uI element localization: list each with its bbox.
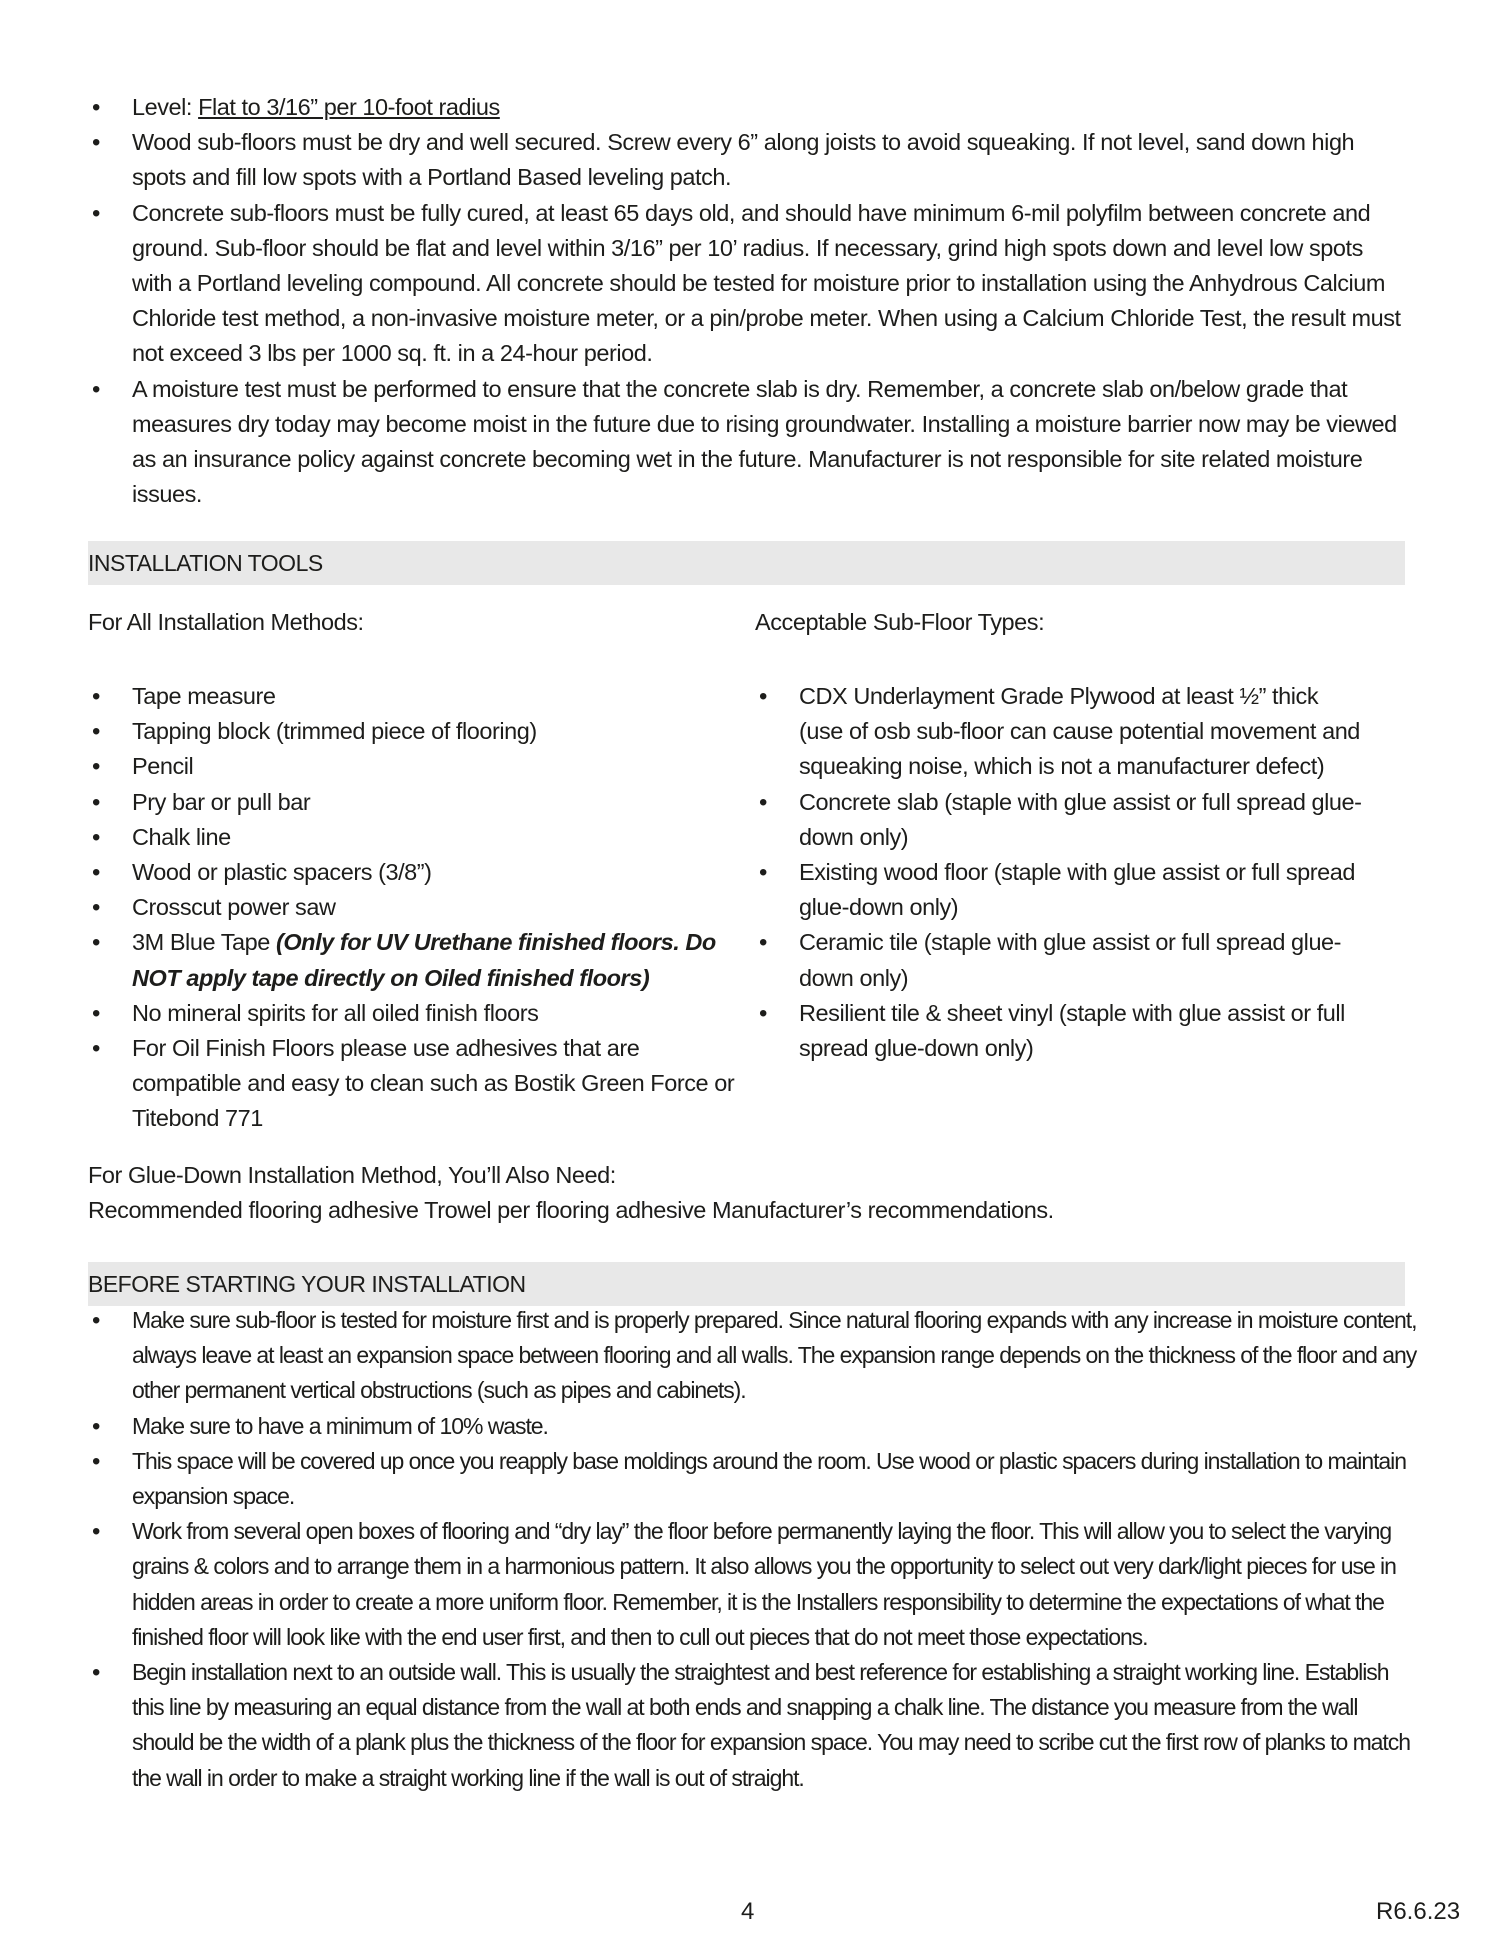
- subfloor-types-title: Acceptable Sub-Floor Types:: [755, 609, 1045, 635]
- subfloor-requirements-list: [88, 90, 1408, 512]
- level-spec: Flat to 3/16” per 10-foot radius: [198, 94, 500, 120]
- list-item: • Concrete sub-floors must be fully cured, at least 65 days old, and should have minimum 6-mil polyfilm between concrete and ground. Sub-floor should be flat and level within 3/16” per 10’ radius. If necessary, grind high spots down and level low spots with a Portland leveling compound. All concrete should be tested for moisture prior to installation using the Anhydrous Calcium Chloride test method, a non-invasive moisture meter, or a pin/probe meter. When using a Calcium Chloride Test, the result must not exceed 3 lbs per 1000 sq. ft. in a 24-hour period.: [88, 196, 1408, 372]
- list-item: • No mineral spirits for all oiled finish floors: [88, 996, 748, 1031]
- revision-code: R6.6.23: [1376, 1898, 1461, 1925]
- all-methods-title: For All Installation Methods:: [88, 609, 364, 635]
- list-item: • Ceramic tile (staple with glue assist or full spread glue-down only): [755, 925, 1365, 995]
- installation-tools-heading: INSTALLATION TOOLS: [88, 541, 1405, 585]
- list-item: • For Oil Finish Floors please use adhesives that are compatible and easy to clean such as Bostik Green Force or Titebond 771: [88, 1031, 748, 1137]
- list-item: • Make sure to have a minimum of 10% waste.: [88, 1409, 1418, 1444]
- tape-warning: (Only for UV Urethane finished floors. Do NOT apply tape directly on Oiled finished floors): [132, 929, 716, 991]
- list-item: • Begin installation next to an outside wall. This is usually the straightest and best reference for establishing a straight working line. Establish this line by measuring an equal distance from the wall at both ends and snapping a chalk line. The distance you measure from the wall should be the width of a plank plus the thickness of the floor for expansion space. You may need to scribe cut the first row of planks to match the wall in order to make a straight working line if the wall is out of straight.: [88, 1655, 1418, 1796]
- list-item: • Make sure sub-floor is tested for moisture first and is properly prepared. Since natural flooring expands with any increase in moisture content, always leave at least an expansion space between flooring and all walls. The expansion range depends on the thickness of the floor and any other permanent vertical obstructions (such as pipes and cabinets).: [88, 1303, 1418, 1409]
- glue-down-text: Recommended flooring adhesive Trowel per flooring adhesive Manufacturer’s recommendations.: [88, 1197, 1054, 1224]
- before-starting-heading: BEFORE STARTING YOUR INSTALLATION: [88, 1262, 1405, 1306]
- list-item: • Crosscut power saw: [88, 890, 748, 925]
- glue-down-title: For Glue-Down Installation Method, You’ll Also Need:: [88, 1162, 616, 1188]
- list-item: • CDX Underlayment Grade Plywood at least ½” thick (use of osb sub-floor can cause potential movement and squeaking noise, which is not a manufacturer defect): [755, 679, 1365, 785]
- page-number: 4: [741, 1898, 755, 1925]
- before-starting-list: [88, 1303, 1418, 1796]
- list-item: • Concrete slab (staple with glue assist or full spread glue-down only): [755, 785, 1365, 855]
- list-item: • Resilient tile & sheet vinyl (staple with glue assist or full spread glue-down only): [755, 996, 1365, 1066]
- list-item: • This space will be covered up once you reapply base moldings around the room. Use wood or plastic spacers during installation to maintain expansion space.: [88, 1444, 1418, 1514]
- list-item: • Work from several open boxes of flooring and “dry lay” the floor before permanently laying the floor. This will allow you to select the varying grains & colors and to arrange them in a harmonious pattern. It also allows you the opportunity to select out very dark/light pieces for use in hidden areas in order to create a more uniform floor. Remember, it is the Installers responsibility to determine the expectations of what the finished floor will look like with the end user first, and then to cull out pieces that do not meet those expectations.: [88, 1514, 1418, 1655]
- list-item: • Chalk line: [88, 820, 748, 855]
- glue-down-note: [88, 1158, 1388, 1228]
- tools-list: [88, 679, 748, 1137]
- list-item: • Existing wood floor (staple with glue assist or full spread glue-down only): [755, 855, 1365, 925]
- list-item: • Tapping block (trimmed piece of flooring): [88, 714, 748, 749]
- list-item: • 3M Blue Tape (Only for UV Urethane finished floors. Do NOT apply tape directly on Oiled finished floors): [88, 925, 748, 995]
- list-item: • Level: Flat to 3/16” per 10-foot radius: [88, 90, 1408, 125]
- subfloor-types-list: [755, 679, 1365, 1066]
- list-item: • Pencil: [88, 749, 748, 784]
- list-item: • Wood or plastic spacers (3/8”): [88, 855, 748, 890]
- list-item: • Wood sub-floors must be dry and well secured. Screw every 6” along joists to avoid squeaking. If not level, sand down high spots and fill low spots with a Portland Based leveling patch.: [88, 125, 1408, 195]
- list-item: • Tape measure: [88, 679, 748, 714]
- list-item: • A moisture test must be performed to ensure that the concrete slab is dry. Remember, a concrete slab on/below grade that measures dry today may become moist in the future due to rising groundwater. Installing a moisture barrier now may be viewed as an insurance policy against concrete becoming wet in the future. Manufacturer is not responsible for site related moisture issues.: [88, 372, 1408, 513]
- list-item: • Pry bar or pull bar: [88, 785, 748, 820]
